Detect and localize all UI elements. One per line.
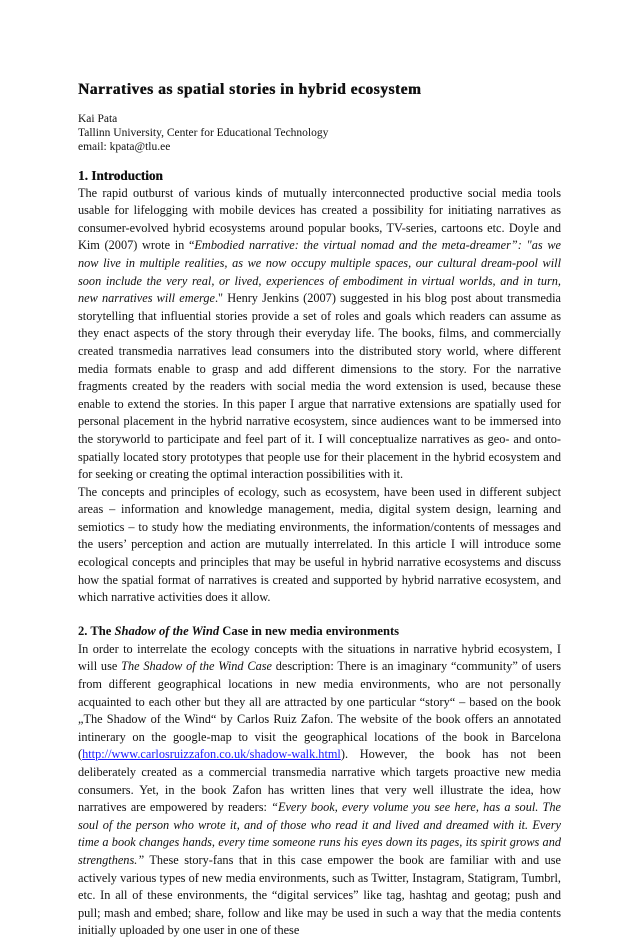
- shadow-walk-link[interactable]: http://www.carlosruizzafon.co.uk/shadow-walk.html: [82, 747, 341, 762]
- section-title: Introduction: [91, 167, 163, 183]
- paper-page: [78, 80, 561, 940]
- text-run: These story-fans that in this case empower the book are familiar with and use actively various types of new media environments, such as Twitter, Instagram, Statigram, Tumbrl, etc. In all of these environments, the “digital services” like tag, hashtag and geotag; push and pull; mash and embed; share, follow and like may be used in such a way that the media contents initially uploaded by one user in one of these: [78, 852, 561, 938]
- heading-book-title: Shadow of the Wind: [114, 623, 220, 638]
- author-name: Kai Pata: [78, 113, 118, 125]
- quotation: "as we now live in multiple realities, as we now occupy multiple spaces, our cultural dream-pool will soon include the very real, or lived, experiences of embodiment in virtual worlds, and in turn, new narratives will emerge: [78, 238, 561, 306]
- section-number: 1.: [78, 167, 88, 183]
- text-run: The rapid outburst of various kinds of mutually interconnected productive social media tools usable for lifelogging with mobile devices has created a possibility for initiating narratives as consumer-evolved hybrid ecosystems around popular books, TV-series, cartoons etc. Doyle and Kim (2007) wrote in “: [78, 185, 561, 253]
- intro-paragraph-1: [78, 185, 561, 484]
- text-run: description: There is an imaginary “community” of users from different geographical locations in new media environments, who are not personally acquainted to each other but they all are attracted by one particular “story“ – based on the book „The Shadow of the Wind“ by Carlos Ruiz Zafon. The website of the book offers an annotated intinerary on the google-map to visit the geographical locations of the book in Barcelona (: [78, 659, 561, 762]
- text-run: In order to interrelate the ecology concepts with the situations in narrative hybrid ecosystem, I will use: [78, 641, 561, 674]
- text-run: ." Henry Jenkins (2007) suggested in his blog post about transmedia storytelling that influential stories provide a set of roles and goals which readers can assume as they enact aspects of the story through their everyday life. The books, films, and commercially created transmedia narratives lead consumers into the distributed story world, where different media formats enable to grasp and add different dimensions to the story. For the narrative fragments created by the readers with social media the word extension is used, because these enable to extend the stories. In this paper I argue that narrative extensions are spatially used for personal placement in the hybrid narrative ecosystem, since audiences want to be immersed into the storyworld to participate and feel part of it. I will conceptualize narratives as geo- and onto-spatially located story prototypes that people use for their placement in the hybrid ecosystem and for seeking or creating the optimal interaction possibilities with it.: [78, 291, 561, 482]
- heading-rest: Case in new media environments: [219, 623, 400, 638]
- case-paragraph: [78, 641, 561, 940]
- text-run: ). However, the book has not been deliberately created as a commercial transmedia narrative which targets proactive new media consumers. Yet, in the book Zafon has written lines that very well illustrate the idea, how narratives are empowered by readers:: [78, 747, 561, 815]
- book-quotation: “Every book, every volume you see here, has a soul. The soul of the person who wrote it, and of those who read it and lived and dreamed with it. Every time a book changes hands, every time someone runs his eyes down its pages, its spirit grows and strengthens.”: [78, 800, 561, 867]
- author-email: email: kpata@tlu.ee: [78, 141, 171, 154]
- section-heading-case: [78, 623, 561, 640]
- case-title: The Shadow of the Wind Case: [121, 659, 272, 674]
- author-affiliation: Tallinn University, Center for Educational Technology: [78, 127, 329, 140]
- heading-prefix: 2. The: [78, 623, 115, 638]
- section-heading-introduction: [78, 167, 561, 184]
- cited-title: Embodied narrative: the virtual nomad and the meta-dreamer”:: [194, 238, 522, 253]
- paper-title: Narratives as spatial stories in hybrid ecosystem: [78, 81, 422, 98]
- intro-paragraph-2: The concepts and principles of ecology, such as ecosystem, have been used in different subject areas – information and knowledge management, media, digital system design, learning and semiotics – to study how the mediating environments, the information/contents of messages and the users’ perception and action are mutually interrelated. In this article I will introduce some ecological concepts and principles that may be useful in hybrid narrative ecosystems and discuss how the spatial format of narratives is created and supported by hybrid narrative ecosystem, and which narrative activities does it allow.: [78, 484, 561, 605]
